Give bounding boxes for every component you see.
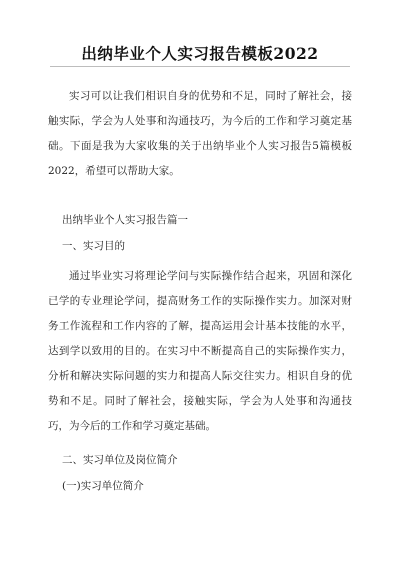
section-heading-purpose: 一、实习目的: [62, 240, 125, 252]
document-title: 出纳毕业个人实习报告模板2022: [81, 44, 319, 63]
section-purpose-paragraph: 通过毕业实习将理论学问与实际操作结合起来，巩固和深化已学的专业理论学问，提高财务工作的实际操作实力。加深对财务工作流程和工作内容的了解，提高运用会计基本技能的水平，达到学以致用的目的。在实习中不断提高自己的实际操作实力，分析和解决实际问题的实力和提高人际交往实力。相识自身的优势和不足。同时了解社会，接触实际，学会为人处事和沟通技巧，为今后的工作和学习奠定基础。: [48, 270, 352, 432]
title-divider: [50, 66, 350, 67]
article-heading: 出纳毕业个人实习报告篇一: [62, 214, 188, 226]
intro-paragraph: 实习可以让我们相识自身的优势和不足，同时了解社会，接触实际，学会为人处事和沟通技巧，为今后的工作和学习奠定基础。下面是我为大家收集的关于出纳毕业个人实习报告5篇模板2022，希望可以帮助大家。: [48, 90, 352, 177]
section-heading-unit: 二、实习单位及岗位简介: [62, 454, 178, 466]
subsection-heading-unit-intro: (一)实习单位简介: [62, 480, 144, 492]
